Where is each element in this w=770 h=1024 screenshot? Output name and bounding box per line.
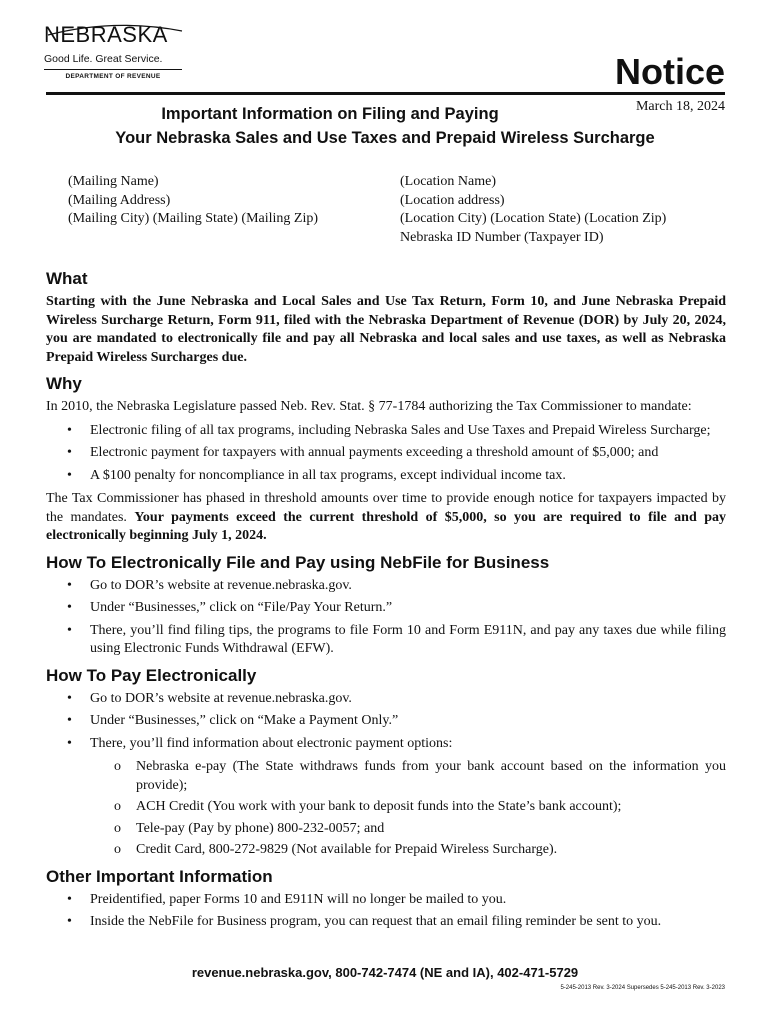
list-item: • Electronic filing of all tax programs, including Nebraska Sales and Use Taxes and Prepaid Wireless Surcharge;: [46, 422, 726, 441]
section-pay-electronically: [46, 665, 726, 860]
bullet-icon: •: [67, 445, 72, 460]
mailing-city-state-zip: (Mailing City) (Mailing State) (Mailing Zip): [68, 211, 319, 226]
location-city-state-zip: (Location City) (Location State) (Location Zip): [400, 211, 667, 226]
logo-department: DEPARTMENT OF REVENUE: [44, 69, 182, 80]
list-item: • Go to DOR’s website at revenue.nebraska.gov.: [46, 577, 726, 596]
logo-tagline: Good Life. Great Service.: [44, 53, 163, 65]
notice-title: Notice: [614, 51, 725, 92]
why-closing: The Tax Commissioner has phased in threshold amounts over time to provide enough notice for taxpayers impacted by the mandates. Your payments exceed the current threshold of $5,000, so you are required to file and pay electronically beginning July 1, 2024.: [46, 491, 726, 543]
mailing-address-block: [68, 173, 318, 229]
bullet-icon: •: [67, 914, 72, 929]
mailing-address: (Mailing Address): [68, 192, 171, 208]
bullet-icon: •: [67, 891, 72, 907]
heading-line-2: Your Nebraska Sales and Use Taxes and Prepaid Wireless Surcharge: [115, 129, 655, 147]
section-other-information: [46, 866, 726, 932]
nebraska-id-number: Nebraska ID Number (Taxpayer ID): [400, 229, 604, 245]
bullet-icon: •: [67, 467, 72, 483]
pay-list: [46, 690, 726, 754]
why-list: [46, 422, 726, 486]
other-list: [46, 891, 726, 932]
location-address: (Location address): [400, 192, 505, 208]
bullet-icon: •: [67, 735, 72, 751]
notice-body: [46, 268, 726, 938]
list-item: • There, you’ll find filing tips, the programs to file Form 10 and Form E911N, and pay any taxes due while filing using Electronic Funds Withdrawal (EFW).: [67, 622, 726, 656]
section-heading: How To Pay Electronically: [46, 665, 257, 685]
section-heading: How To Electronically File and Pay using NebFile for Business: [46, 552, 550, 572]
list-item: o ACH Credit (You work with your bank to deposit funds into the State’s bank account);: [46, 798, 726, 817]
list-item: • Under “Businesses,” click on “Make a Payment Only.”: [46, 712, 726, 731]
bullet-icon: •: [67, 690, 72, 706]
logo-name: NEBRASKA: [44, 22, 168, 47]
sub-bullet-icon: o: [114, 799, 121, 814]
file-list: [46, 577, 726, 659]
section-heading: Why: [46, 374, 82, 393]
bullet-icon: •: [67, 713, 72, 728]
bullet-icon: •: [67, 422, 72, 438]
sub-bullet-icon: o: [114, 842, 121, 857]
department-logo: [44, 24, 184, 80]
bullet-icon: •: [67, 622, 72, 638]
list-item: o Nebraska e-pay (The State withdraws funds from your bank account based on the information you provide);: [114, 759, 726, 793]
section-file-and-pay: [46, 552, 726, 659]
location-address-block: [400, 173, 666, 247]
page-heading: [0, 102, 770, 150]
mailing-name: (Mailing Name): [68, 174, 159, 189]
list-item: • A $100 penalty for noncompliance in all tax programs, except individual income tax.: [46, 467, 726, 486]
section-why: [46, 373, 726, 546]
list-item: • There, you’ll find information about electronic payment options:: [46, 735, 726, 754]
list-item: • Inside the NebFile for Business program, you can request that an email filing reminder be sent to you.: [46, 913, 726, 932]
header-rule: [46, 92, 725, 95]
footer-contact: revenue.nebraska.gov, 800-742-7474 (NE and IA), 402-471-5729: [191, 965, 579, 980]
location-name: (Location Name): [400, 174, 497, 189]
section-what: [46, 268, 726, 367]
list-item: o Tele-pay (Pay by phone) 800-232-0057; and: [46, 820, 726, 839]
notice-date: March 18, 2024: [635, 99, 725, 114]
section-heading: What: [46, 269, 88, 288]
threshold-statement: Your payments exceed the current threshold of $5,000, so you are required to file and pay electronically beginning July 1, 2024.: [46, 509, 726, 543]
payment-options-list: [46, 758, 726, 860]
list-item: • Under “Businesses,” click on “File/Pay Your Return.”: [46, 599, 726, 618]
bullet-icon: •: [67, 600, 72, 615]
why-intro: In 2010, the Nebraska Legislature passed Neb. Rev. Stat. § 77-1784 authorizing the Tax Commissioner to mandate:: [46, 399, 692, 414]
sub-bullet-icon: o: [114, 759, 121, 774]
section-heading: Other Important Information: [46, 866, 273, 886]
list-item: • Go to DOR’s website at revenue.nebraska.gov.: [46, 690, 726, 709]
sub-bullet-icon: o: [114, 820, 121, 836]
heading-line-1: Important Information on Filing and Paying: [161, 105, 499, 123]
form-number: 5-245-2013 Rev. 3-2024 Supersedes 5-245-2013 Rev. 3-2023: [560, 985, 725, 991]
list-item: o Credit Card, 800-272-9829 (Not available for Prepaid Wireless Surcharge).: [46, 841, 726, 860]
list-item: • Preidentified, paper Forms 10 and E911N will no longer be mailed to you.: [46, 891, 726, 910]
bullet-icon: •: [67, 577, 72, 593]
what-body: Starting with the June Nebraska and Local Sales and Use Tax Return, Form 10, and June Nebraska Prepaid Wireless Surcharge Return, Form 911, filed with the Nebraska Department of Revenue (DOR) by July 20, 2024, you are mandated to electronically file and pay all Nebraska and local sales and use taxes, as well as Nebraska Prepaid Wireless Surcharges due.: [46, 294, 726, 365]
list-item: • Electronic payment for taxpayers with annual payments exceeding a threshold amount of $5,000; and: [46, 444, 726, 463]
